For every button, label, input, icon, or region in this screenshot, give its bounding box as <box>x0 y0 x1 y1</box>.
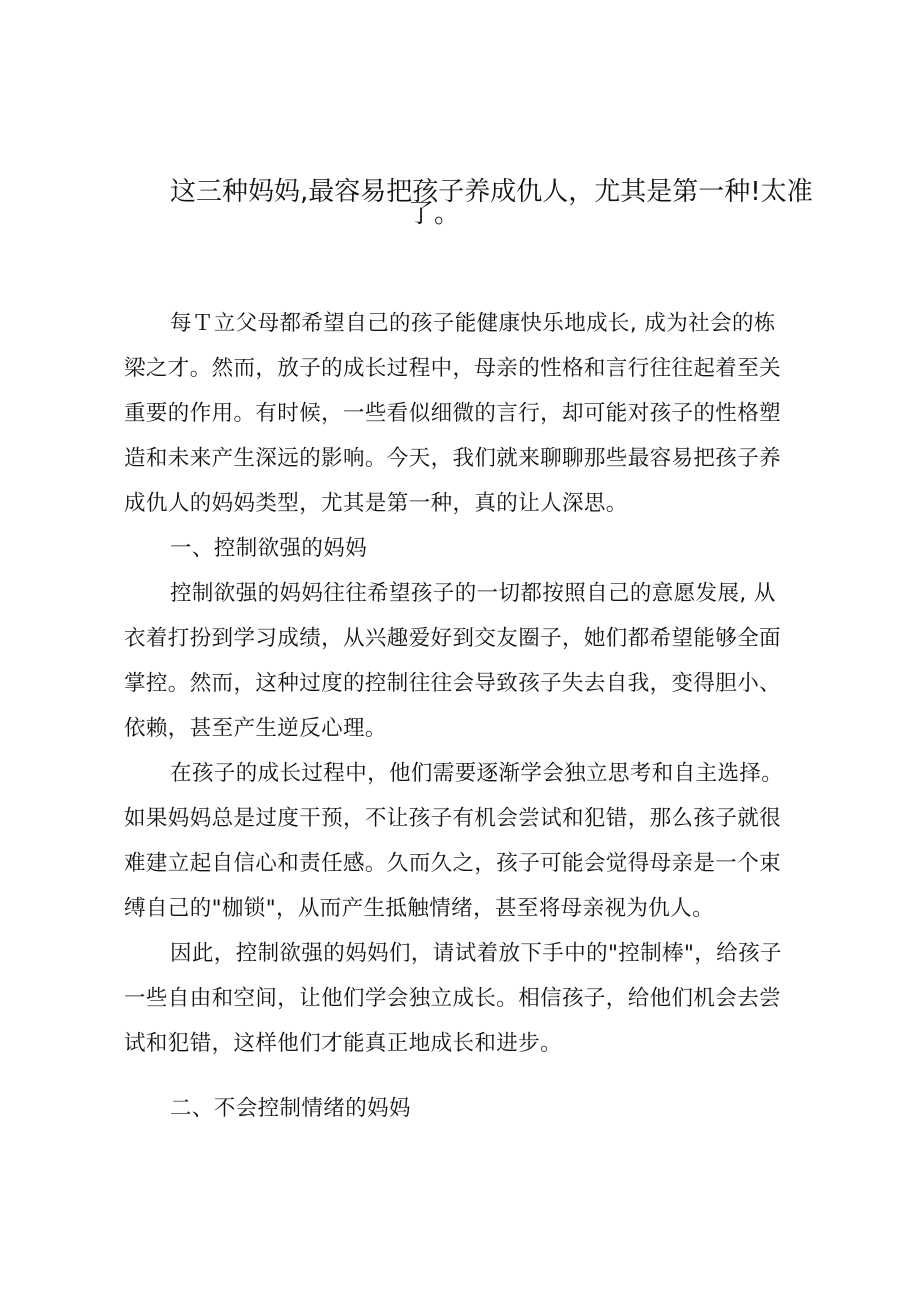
paragraph-1-line-3: 重要的作用。有时候，一些看似细微的言行，却可能对孩子的性格塑 <box>124 401 782 426</box>
paragraph-2-line-4: 依赖，甚至产生逆反心理。 <box>124 716 387 741</box>
paragraph-2-line-3: 掌控。然而，这种过度的控制往往会导致孩子失去自我，变得胆小、 <box>124 671 782 696</box>
paragraph-4-line-3: 试和犯错，这样他们才能真正地成长和进步。 <box>124 1031 563 1056</box>
paragraph-1-line-4: 造和未来产生深远的影响。今天，我们就来聊聊那些最容易把孩子养 <box>124 446 782 471</box>
paragraph-2-line-2: 衣着打扮到学习成绩，从兴趣爱好到交友圈子，她们都希望能够全面 <box>124 626 782 651</box>
paragraph-3-line-3: 难建立起自信心和责任感。久而久之，孩子可能会觉得母亲是一个束 <box>124 851 782 876</box>
paragraph-1-line-5: 成仇人的妈妈类型，尤其是第一种，真的让人深思。 <box>124 491 628 516</box>
section-heading-1: 一、控制欲强的妈妈 <box>170 536 368 561</box>
paragraph-4-line-2: 一些自由和空间，让他们学会独立成长。相信孩子，给他们机会去尝 <box>124 986 782 1011</box>
paragraph-2-line-1: 控制欲强的妈妈往往希望孩子的一切都按照自己的意愿发展, 从 <box>170 581 776 606</box>
paragraph-1-line-2: 梁之才。然而，放子的成长过程中，母亲的性格和言行往往起着至关 <box>124 356 782 381</box>
paragraph-3-line-4: 缚自己的"枷锁"，从而产生抵触情绪，甚至将母亲视为仇人。 <box>124 896 714 921</box>
paragraph-3-line-1: 在孩子的成长过程中，他们需要逐渐学会独立思考和自主选择。 <box>170 761 784 786</box>
document-title-line-2: 了。 <box>408 199 461 229</box>
document-title-line-1: 这三种妈妈,最容易把孩子养成仇人，尤其是第一种!太准 <box>170 177 813 207</box>
paragraph-3-line-2: 如果妈妈总是过度干预，不让孩子有机会尝试和犯错，那么孩子就很 <box>124 806 782 831</box>
paragraph-1-line-1: 每Ｔ立父母都希望自己的孩子能健康快乐地成长, 成为社会的栋 <box>170 311 776 336</box>
section-heading-2: 二、不会控制情绪的妈妈 <box>170 1096 411 1121</box>
paragraph-4-line-1: 因此，控制欲强的妈妈们，请试着放下手中的"控制棒"，给孩子 <box>170 941 782 966</box>
